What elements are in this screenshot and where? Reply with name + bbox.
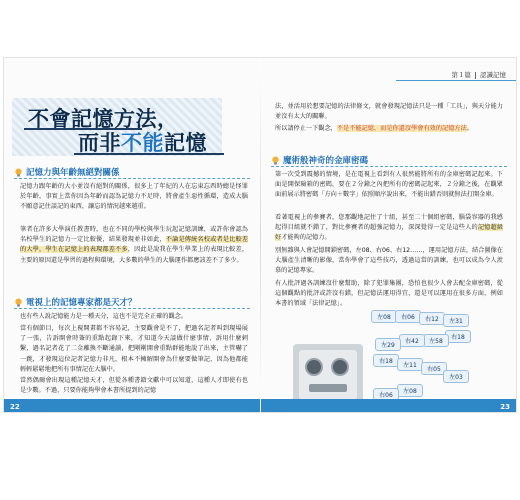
paragraph-text: 看著電視上的參賽者，您那觀地記住了十組，甚至二十個組密碼，腦袋容器的我感起得目組就不錯了，對比參賽者的超強記憶力，深深覺得一定是這些人的 [275, 214, 503, 232]
paragraph [275, 124, 503, 134]
paragraph [275, 213, 503, 244]
section-rule [271, 166, 507, 167]
paragraph-text: 法，並活用於想要記憶的法律條文，就會發現記憶法只是一種「工具」，與天分能力並沒有太大的關聯。 [275, 103, 503, 121]
paragraph [20, 376, 248, 396]
safe-face [299, 350, 357, 400]
section-heading-text: 電視上的記憶專家都是天才？ [26, 298, 137, 308]
paragraph [275, 279, 503, 310]
title-block [12, 98, 222, 156]
paragraph-text: 所以請停止一下觀念， [275, 125, 337, 132]
paragraph [20, 324, 248, 375]
code-chip: 右06 [373, 388, 399, 401]
paragraph-text: 別無雜與人會記憶開鎖密碼，左08、右06、右12……，運用記憶方法，結合圖像在大腦產生清晰的影像，當你學會了這些技巧，透過這當的訓練，也可以成為令人羨慕的記憶專家。 [275, 247, 503, 275]
footer-bar [261, 399, 516, 412]
title-text: 而非 [78, 131, 121, 155]
code-chip: 左03 [443, 370, 469, 383]
paragraph-text: 也有些人說記憶能力是一種天分，這也不是完全正確的觀念。 [20, 313, 188, 320]
code-chip: 左29 [375, 338, 401, 351]
paragraph-text: 當有個節目，每次上視開畫都不容易記，主要觀會是不了，把過名記者叫到現場展了一張，告訴開會時簽的重點起錄下來，才知道今天談做什麼事情、訴用什麼刺繫，過名記者花了二金離換不斷通讀，把剛剛開會重點群能地說了出來，主管嚇了一跳，才發現這位記者記憶力非凡，根本不擁解開會為什麼要做筆記，因為他都能輕輕鬆鬆地把所有事情記在大腦中。 [20, 325, 248, 373]
paragraph [275, 170, 503, 201]
chapter-label: 第１篇 [451, 71, 471, 79]
paragraph-text: 才能夠的記憶力。 [281, 234, 331, 242]
paragraph-text: ，因此是說我在學生學業上的表現比較差，主要的原因還是學習的過程與環境，大多數的學生的大腦運作都應該差不了多少。 [20, 246, 249, 264]
safe-icon [293, 344, 363, 406]
section-heading [14, 296, 137, 308]
code-chip: 左08 [397, 384, 423, 397]
bulb-icon [14, 168, 23, 177]
paragraph-text: 。 [466, 125, 473, 132]
code-chip: 右12 [419, 312, 445, 325]
code-chip: 右18 [445, 330, 471, 343]
section-heading [14, 166, 120, 178]
paragraph-text: 有人批評過各訓練沒什麼幫助，除了犯罪集團，恐怕也很少人會去配金庫密碼，從這個觀點的批評或許沒有錯，但記憶法運用得宜，還是可以運用在很多方面，例如本書的領域「法律記憶」。 [275, 280, 503, 308]
code-chip: 右42 [399, 334, 425, 347]
code-chip: 右05 [421, 362, 447, 375]
highlighted-text: 不論是傳統名校或者是比較差的大學，學生在記憶上的表現都差不多 [20, 236, 249, 254]
footer-bar [4, 399, 260, 412]
title-text: 記憶 [164, 131, 207, 155]
header-rule [396, 80, 516, 81]
paragraph-text: 筆者在許多大學演任教書時，也在不同的學校與學生玩起記憶訓練，或許你會認為名校學生的記憶力一定比較優，結果發現並非如此， [20, 226, 248, 244]
highlighted-text: 記憶超級好 [275, 224, 504, 242]
header-separator [475, 72, 476, 79]
right-page [261, 58, 516, 412]
paragraph [275, 102, 503, 122]
section-heading-text: 魔術般神奇的金庫密碼 [283, 156, 369, 166]
page-number: 22 [10, 403, 20, 411]
paragraph-text: 記憶力跟年齡的大小並沒有絕對的關係，很多上了年紀的人在忘東忘西時總是怪罪於年齡，事實上當你因為年齡而認為記憶力不足時，將會產生惡性循環，造成大腦不願意記住談記的東西，讓忘的情況越來越重。 [20, 183, 248, 211]
section-label: 認識記憶 [480, 71, 506, 79]
paragraph [20, 312, 248, 322]
paragraph-text: 當然偶爾會出現這種記憶天才，但從各種書籍文獻中可以知道，這種人才即使有也是少數。不過，只要你能夠學會本書所提到的記憶 [20, 377, 248, 395]
section-rule [14, 178, 250, 179]
section-heading-text: 記憶力與年齡無絕對關係 [26, 168, 120, 178]
bulb-icon [14, 298, 23, 307]
paragraph [275, 246, 503, 277]
page-number: 23 [500, 403, 510, 411]
code-chip: 右06 [395, 310, 421, 323]
dial-icon [331, 358, 349, 376]
paragraph [20, 182, 248, 213]
code-chip: 右18 [373, 354, 399, 367]
paragraph-text: 第一次受到震撼的情境，是在電視上看到有人很然能將所有的金庫密碼記起來。下面是開保險箱的密碼，要在２分鐘之內把所有的密碼記起來，２分鐘之後，在觀眾面前展示將密碼「方向＋數字」依照順序說出來，不能出錯否則就無法打開金庫。 [275, 171, 503, 199]
code-chip: 左31 [443, 314, 469, 327]
code-chip: 左58 [423, 334, 449, 347]
section-heading [271, 154, 368, 166]
code-chip: 左08 [371, 310, 397, 323]
book-spread [4, 58, 516, 412]
highlighted-text: 不是不能記憶，而是你還沒學會有效的記憶方法 [336, 125, 467, 132]
safe-illustration [293, 308, 469, 412]
page-title-line2 [78, 127, 207, 157]
dial-icon [305, 358, 323, 376]
code-chip: 左11 [397, 358, 423, 371]
bulb-icon [271, 156, 280, 165]
title-highlight: 不能 [121, 131, 164, 155]
paragraph [20, 225, 248, 266]
safe-slot [309, 384, 347, 392]
running-header [452, 70, 507, 79]
section-rule [14, 308, 250, 309]
left-page [4, 58, 260, 412]
page-title-line1: 不會記憶方法， [28, 107, 179, 131]
